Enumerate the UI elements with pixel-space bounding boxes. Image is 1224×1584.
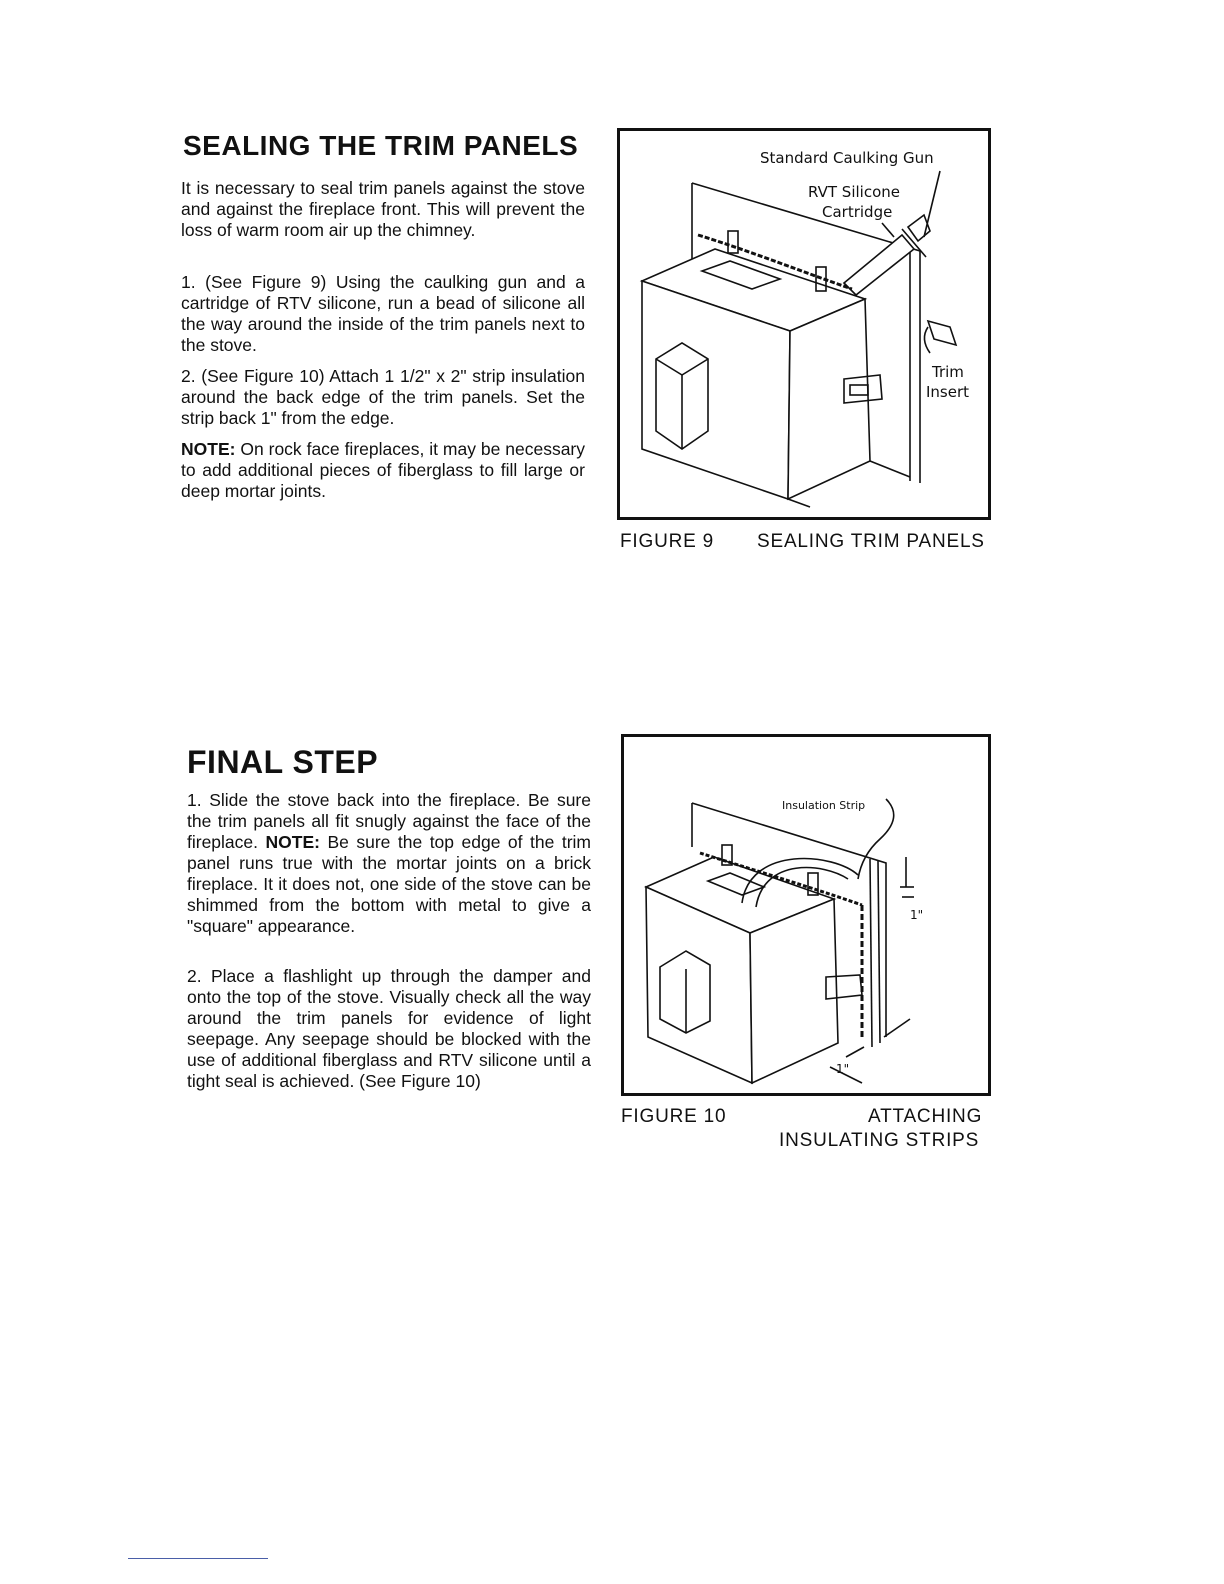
final-step-1-text-b: Be sure the top edge of the trim panel runs true with the mortar joints on a brick fireplace. It it does not, one side of the stove can be shimmed from the bottom with metal to give a "square" appearance. (187, 832, 591, 936)
figure-10-caption-title-line1: ATTACHING (868, 1106, 983, 1127)
label-dimension-bottom: 1" (836, 1062, 850, 1076)
note-label: NOTE: (181, 439, 236, 459)
figure-9-illustration (617, 128, 991, 520)
figure-10-drawing (624, 737, 988, 1093)
label-dimension-right: 1" (910, 908, 924, 922)
intro-paragraph: It is necessary to seal trim panels against the stove and against the fireplace front. This will prevent the loss of warm room air up the chimney. (181, 178, 585, 240)
figure-10-caption-title-line2: INSULATING STRIPS (779, 1130, 980, 1151)
label-caulking-gun: Standard Caulking Gun (760, 149, 934, 167)
label-trim-insert-line1: Trim (932, 363, 964, 381)
footer-rule (128, 1558, 268, 1559)
note-paragraph (181, 439, 585, 502)
final-step-2-paragraph: 2. Place a flashlight up through the damper and onto the top of the stove. Visually check all the way around the trim panels for evidence of light seepage. Any seepage should be blocked with the use of additional fiberglass and RTV silicone until a tight seal is achieved. (See Figure 10) (187, 966, 591, 1091)
figure-10-caption-number: FIGURE 10 (621, 1106, 727, 1127)
figure-9-caption-title: SEALING TRIM PANELS (757, 531, 985, 552)
note-text: On rock face fireplaces, it may be necessary to add additional pieces of fiberglass to fill large or deep mortar joints. (181, 439, 585, 501)
section-heading-sealing: SEALING THE TRIM PANELS (183, 130, 579, 161)
final-step-1-text-a: 1. Slide the stove back into the fireplace. Be sure the trim panels all fit snugly against the face of the fireplace. (187, 790, 591, 852)
section-heading-final-step: FINAL STEP (187, 744, 379, 780)
label-silicone-cartridge-line2: Cartridge (822, 203, 893, 221)
final-step-1-note-label: NOTE: (265, 832, 320, 852)
final-step-1-paragraph (187, 790, 591, 937)
label-silicone-cartridge-line1: RVT Silicone (808, 183, 900, 201)
label-trim-insert-line2: Insert (926, 383, 970, 401)
figure-9-caption-number: FIGURE 9 (620, 531, 715, 552)
figure-10-illustration (621, 734, 991, 1096)
label-insulation-strip: Insulation Strip (782, 799, 866, 812)
step-1-paragraph: 1. (See Figure 9) Using the caulking gun and a cartridge of RTV silicone, run a bead of silicone all the way around the inside of the trim panels next to the stove. (181, 272, 585, 355)
figure-9-drawing (620, 131, 988, 517)
step-2-paragraph: 2. (See Figure 10) Attach 1 1/2" x 2" strip insulation around the back edge of the trim panels. Set the strip back 1" from the edge. (181, 366, 585, 428)
